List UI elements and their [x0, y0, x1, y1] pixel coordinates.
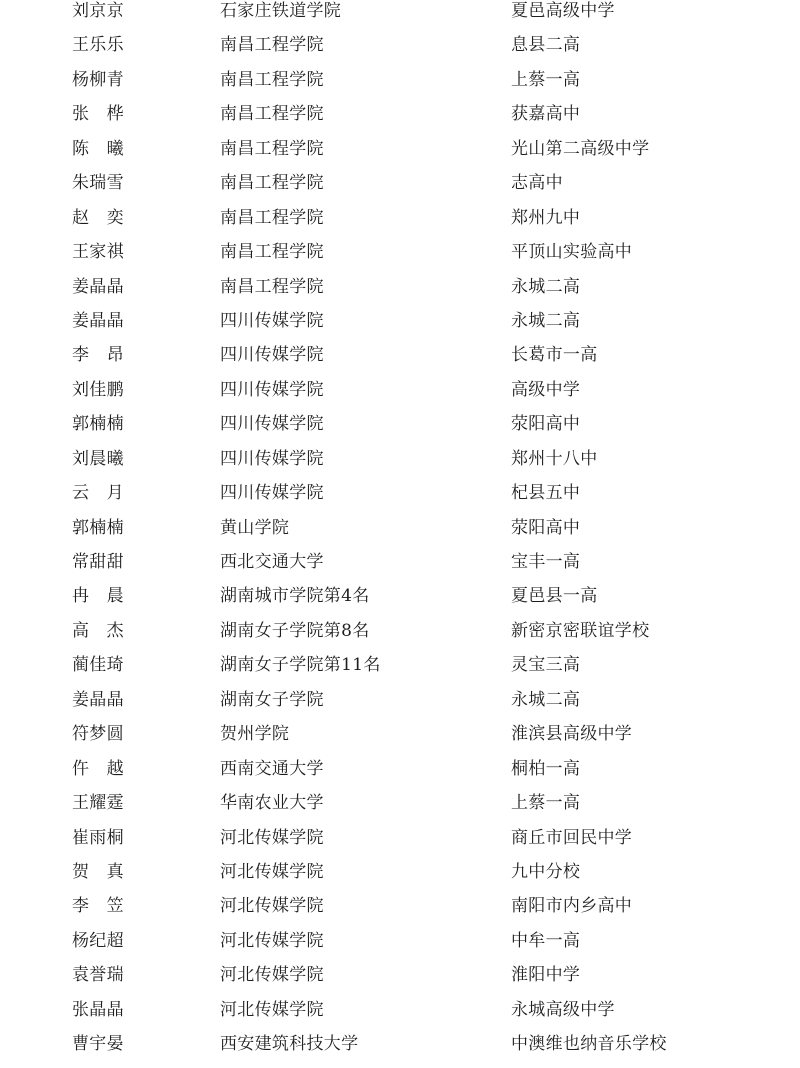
student-name: 姜晶晶	[72, 310, 124, 331]
table-row	[0, 138, 800, 172]
table-row	[0, 689, 800, 723]
table-row	[0, 654, 800, 688]
admitted-college: 湖南城市学院第4名	[220, 586, 370, 607]
admitted-college: 华南农业大学	[220, 793, 324, 814]
admitted-college: 贺州学院	[220, 724, 290, 745]
student-name: 陈 曦	[72, 138, 124, 159]
high-school: 中牟一高	[511, 930, 581, 951]
table-row	[0, 827, 800, 861]
table-row	[0, 344, 800, 378]
admitted-college: 四川传媒学院	[220, 448, 324, 469]
table-row	[0, 517, 800, 551]
student-name: 曹宇晏	[72, 1034, 124, 1055]
admitted-college: 四川传媒学院	[220, 310, 324, 331]
admitted-college: 南昌工程学院	[220, 35, 324, 56]
student-name: 仵 越	[72, 758, 124, 779]
high-school: 息县二高	[511, 35, 581, 56]
high-school: 光山第二高级中学	[511, 138, 650, 159]
admitted-college: 河北传媒学院	[220, 965, 324, 986]
table-row	[0, 0, 800, 34]
high-school: 永城高级中学	[511, 999, 615, 1020]
student-name: 张 桦	[72, 104, 124, 125]
admitted-college: 河北传媒学院	[220, 896, 324, 917]
table-row	[0, 413, 800, 447]
high-school: 郑州九中	[511, 207, 581, 228]
student-name: 李 昂	[72, 345, 124, 366]
table-row	[0, 758, 800, 792]
student-name: 王耀霆	[72, 793, 124, 814]
student-name: 王家祺	[72, 242, 124, 263]
high-school: 九中分校	[511, 861, 581, 882]
table-row	[0, 34, 800, 68]
table-row	[0, 930, 800, 964]
admitted-college: 湖南女子学院	[220, 689, 324, 710]
high-school: 杞县五中	[511, 483, 581, 504]
student-name: 刘晨曦	[72, 448, 124, 469]
admitted-college: 河北传媒学院	[220, 827, 324, 848]
high-school: 新密京密联谊学校	[511, 620, 650, 641]
table-row	[0, 861, 800, 895]
admitted-college: 南昌工程学院	[220, 104, 324, 125]
high-school: 永城二高	[511, 310, 581, 331]
admitted-college: 西北交通大学	[220, 552, 324, 572]
student-name: 姜晶晶	[72, 276, 124, 297]
table-row	[0, 310, 800, 344]
admitted-college: 湖南女子学院第11名	[220, 655, 381, 676]
high-school: 桐柏一高	[511, 758, 581, 779]
high-school: 荥阳高中	[511, 517, 581, 538]
table-row	[0, 585, 800, 619]
admitted-college: 河北传媒学院	[220, 930, 324, 951]
admitted-college: 石家庄铁道学院	[220, 1, 342, 21]
student-name: 刘佳鹏	[72, 379, 124, 400]
high-school: 商丘市回民中学	[511, 827, 633, 848]
high-school: 永城二高	[511, 276, 581, 297]
high-school: 永城二高	[511, 689, 581, 710]
high-school: 南阳市内乡高中	[511, 896, 633, 917]
admitted-college: 西安建筑科技大学	[220, 1034, 359, 1055]
admitted-college: 南昌工程学院	[220, 276, 324, 297]
high-school: 中澳维也纳音乐学校	[511, 1034, 667, 1055]
high-school: 长葛市一高	[511, 345, 598, 366]
table-row	[0, 172, 800, 206]
table-row	[0, 723, 800, 757]
student-name: 冉 晨	[72, 586, 124, 607]
high-school: 上蔡一高	[511, 69, 581, 90]
high-school: 宝丰一高	[511, 552, 581, 572]
table-row	[0, 448, 800, 482]
high-school: 郑州十八中	[511, 448, 598, 469]
high-school: 淮滨县高级中学	[511, 724, 633, 745]
table-row	[0, 964, 800, 998]
admitted-college: 南昌工程学院	[220, 207, 324, 228]
student-name: 郭楠楠	[72, 517, 124, 538]
admitted-college: 黄山学院	[220, 517, 290, 538]
table-row	[0, 207, 800, 241]
table-row	[0, 792, 800, 826]
admitted-college: 西南交通大学	[220, 758, 324, 779]
student-name: 蔺佳琦	[72, 655, 124, 676]
table-row	[0, 620, 800, 654]
student-name: 高 杰	[72, 620, 124, 641]
table-row	[0, 69, 800, 103]
student-name: 杨纪超	[72, 930, 124, 951]
student-name: 符梦圆	[72, 724, 124, 745]
admitted-college: 四川传媒学院	[220, 414, 324, 435]
student-name: 杨柳青	[72, 69, 124, 90]
high-school: 志高中	[511, 173, 563, 194]
high-school: 灵宝三高	[511, 655, 581, 676]
student-name: 刘京京	[72, 1, 124, 21]
student-name: 崔雨桐	[72, 827, 124, 848]
admitted-college: 南昌工程学院	[220, 173, 324, 194]
admitted-college: 四川传媒学院	[220, 483, 324, 504]
high-school: 高级中学	[511, 379, 581, 400]
student-name: 郭楠楠	[72, 414, 124, 435]
admitted-college: 南昌工程学院	[220, 138, 324, 159]
student-name: 袁誉瑞	[72, 965, 124, 986]
table-row	[0, 895, 800, 929]
admitted-college: 河北传媒学院	[220, 999, 324, 1020]
high-school: 荥阳高中	[511, 414, 581, 435]
high-school: 上蔡一高	[511, 793, 581, 814]
table-row	[0, 551, 800, 585]
table-row	[0, 1033, 800, 1067]
student-name: 贺 真	[72, 861, 124, 882]
table-row	[0, 103, 800, 137]
student-name: 云 月	[72, 483, 124, 504]
admitted-college: 河北传媒学院	[220, 861, 324, 882]
table-row	[0, 379, 800, 413]
student-name: 常甜甜	[72, 552, 124, 572]
admitted-college: 湖南女子学院第8名	[220, 620, 370, 641]
admitted-college: 四川传媒学院	[220, 345, 324, 366]
student-name: 张晶晶	[72, 999, 124, 1020]
student-name: 李 笠	[72, 896, 124, 917]
high-school: 平顶山实验高中	[511, 242, 633, 263]
table-row	[0, 482, 800, 516]
high-school: 夏邑县一高	[511, 586, 598, 607]
admitted-college: 四川传媒学院	[220, 379, 324, 400]
admitted-college: 南昌工程学院	[220, 242, 324, 263]
admitted-college: 南昌工程学院	[220, 69, 324, 90]
student-name: 姜晶晶	[72, 689, 124, 710]
student-name: 朱瑞雪	[72, 173, 124, 194]
table-row	[0, 276, 800, 310]
student-name: 王乐乐	[72, 35, 124, 56]
high-school: 夏邑高级中学	[511, 1, 615, 21]
student-name: 赵 奕	[72, 207, 124, 228]
table-row	[0, 999, 800, 1033]
high-school: 获嘉高中	[511, 104, 581, 125]
table-row	[0, 241, 800, 275]
high-school: 淮阳中学	[511, 965, 581, 986]
